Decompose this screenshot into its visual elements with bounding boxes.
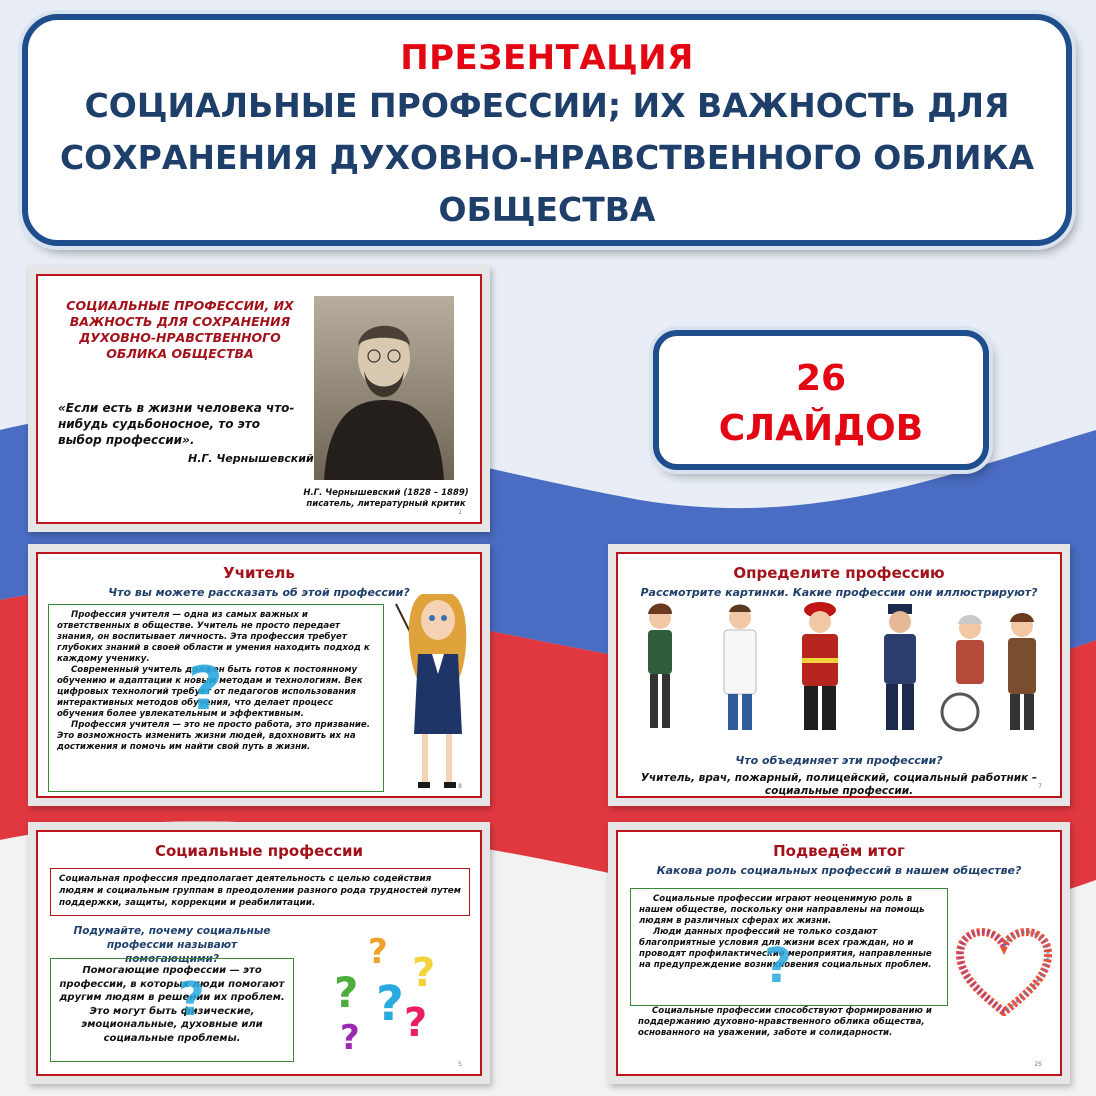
portrait-image <box>314 296 454 480</box>
slide-1-title-line: ДУХОВНО-НРАВСТВЕННОГО <box>79 330 281 345</box>
slide-preview-3 <box>608 544 1070 806</box>
slide-3-answer <box>618 772 1060 798</box>
answer-line: Учитель, врач, пожарный, полицейский, социальный работник – <box>640 772 1038 784</box>
slide-count-badge <box>653 330 989 470</box>
firefighter-figure <box>802 602 838 730</box>
quote-author: Н.Г. Чернышевский <box>188 452 314 465</box>
slide-4-title: Социальные профессии <box>154 842 364 860</box>
question-mark-icon: ? <box>188 654 223 724</box>
teacher-figure <box>648 604 672 729</box>
question-mark-icon: ? <box>340 1018 360 1058</box>
slide-count-number: 26 <box>795 358 847 399</box>
slide-3-content <box>616 552 1062 798</box>
heart-icon <box>956 928 1052 1016</box>
slide-3-title: Определите профессию <box>733 564 945 582</box>
slide-1-title-line: ВАЖНОСТЬ ДЛЯ СОХРАНЕНИЯ <box>69 314 291 329</box>
teacher-illustration <box>392 584 482 798</box>
question-mark-icon: ? <box>334 968 359 1017</box>
quote-line: «Если есть в жизни человека что- <box>58 401 295 415</box>
paragraph: Профессия учителя — это не просто работа, это призвание. Это возможность изменить жизни людей, вдохновить их на достижения и помочь им найти свой путь в жизни. <box>57 720 370 752</box>
question-mark-icon: ? <box>368 932 388 972</box>
slide-1-title-line: ОБЛИКА ОБЩЕСТВА <box>106 346 254 361</box>
paragraph: Социальные профессии способствуют формированию и поддержанию духовно-нравственного облика общества, основанного на уважении, заботе и солидарности. <box>638 1006 932 1038</box>
professions-illustration <box>630 600 1050 740</box>
page-number: 1 <box>458 509 462 516</box>
paragraph: Профессия учителя — одна из самых важных и ответственных в обществе. Учитель не просто передает знания, он воспитывает личность. Эта профессия требует глубоких знаний в своей области и умения находить подход к каждому ученику. <box>57 610 370 664</box>
page-number: 25 <box>1034 1061 1042 1068</box>
social-worker-figure <box>942 613 1036 730</box>
doctor-figure <box>724 605 756 731</box>
answer-line: социальные профессии. <box>764 785 914 797</box>
answer-text: Помогающие профессии — это профессии, в которых люди помогают другим людям в решении их проблем. Это могут быть физические, эмоциональные, духовные или социальные проблемы. <box>59 965 285 1044</box>
paragraph: Люди данных профессий не только создают благоприятные условия для жизни всех граждан, но и проводят профилактические мероприятия, направленные на предупреждение возникновения социальных проблем. <box>639 927 932 970</box>
caption-line: Н.Г. Чернышевский (1828 – 1889) <box>303 488 469 498</box>
quote-line: выбор профессии». <box>58 433 195 447</box>
slide-1-quote <box>58 400 308 448</box>
slide-4-content <box>36 830 482 1076</box>
slide-preview-1 <box>28 266 490 532</box>
slide-5-subtitle: Какова роль социальных профессий в нашем обществе? <box>656 864 1022 877</box>
title-line-3: ОБЩЕСТВА <box>438 190 656 229</box>
slide-2-content <box>36 552 482 798</box>
slide-1-content <box>36 274 482 524</box>
slide-5-title: Подведём итог <box>773 842 905 860</box>
question-mark-icon: ? <box>376 976 404 1032</box>
title-banner <box>22 14 1072 246</box>
police-figure <box>884 604 916 730</box>
slide-2-title: Учитель <box>223 564 295 582</box>
question-mark-icon: ? <box>764 938 792 994</box>
slide-1-title <box>50 298 310 362</box>
slide-3-subtitle: Рассмотрите картинки. Какие профессии они иллюстрируют? <box>640 586 1038 599</box>
page-number: 8 <box>458 783 462 790</box>
presentation-label: ПРЕЗЕНТАЦИЯ <box>400 38 694 78</box>
question-mark-icon: ? <box>412 950 436 996</box>
answer-box <box>50 958 294 1062</box>
quote-line: нибудь судьбоносное, то это <box>58 417 260 431</box>
question-mark-icon: ? <box>178 972 205 1026</box>
paragraph: Социальные профессии играют неоценимую роль в нашем обществе, поскольку они направлены на помощь людям в различных сферах их жизни. <box>639 894 925 926</box>
title-line-1: СОЦИАЛЬНЫЕ ПРОФЕССИИ; ИХ ВАЖНОСТЬ ДЛЯ <box>84 86 1010 125</box>
page-number: 7 <box>1038 783 1042 790</box>
slide-preview-2 <box>28 544 490 806</box>
portrait-caption <box>302 488 470 510</box>
question-line: Подумайте, почему социальные <box>73 925 271 937</box>
slide-5-content <box>616 830 1062 1076</box>
paragraph: Современный учитель должен быть готов к постоянному обучению и адаптации к новым методам и технологиям. Век цифровых технологий требует от педагогов использования интерактивных методов обучения, что делает процесс обучения более увлекательным и эффективным. <box>57 665 363 719</box>
slide-count-word: СЛАЙДОВ <box>718 408 924 449</box>
slide-2-subtitle: Что вы можете рассказать об этой профессии? <box>108 586 410 599</box>
caption-line: писатель, литературный критик <box>306 499 466 509</box>
page-number: 5 <box>458 1061 462 1068</box>
question-mark-icon: ? <box>404 1000 428 1046</box>
definition-box <box>50 868 470 916</box>
question-line: профессии называют помогающими? <box>106 939 238 965</box>
slide-preview-5 <box>608 822 1070 1084</box>
slide-1-title-line: СОЦИАЛЬНЫЕ ПРОФЕССИИ, ИХ <box>66 298 294 313</box>
definition-text: Социальная профессия предполагает деятельность с целью содействия людям и социальным группам в преодолении разного рода трудностей путем поддержки, защиты, коррекции и реабилитации. <box>59 874 461 908</box>
slide-3-question: Что объединяет эти профессии? <box>735 754 943 767</box>
title-line-2: СОХРАНЕНИЯ ДУХОВНО-НРАВСТВЕННОГО ОБЛИКА <box>59 138 1035 177</box>
slide-preview-4 <box>28 822 490 1084</box>
